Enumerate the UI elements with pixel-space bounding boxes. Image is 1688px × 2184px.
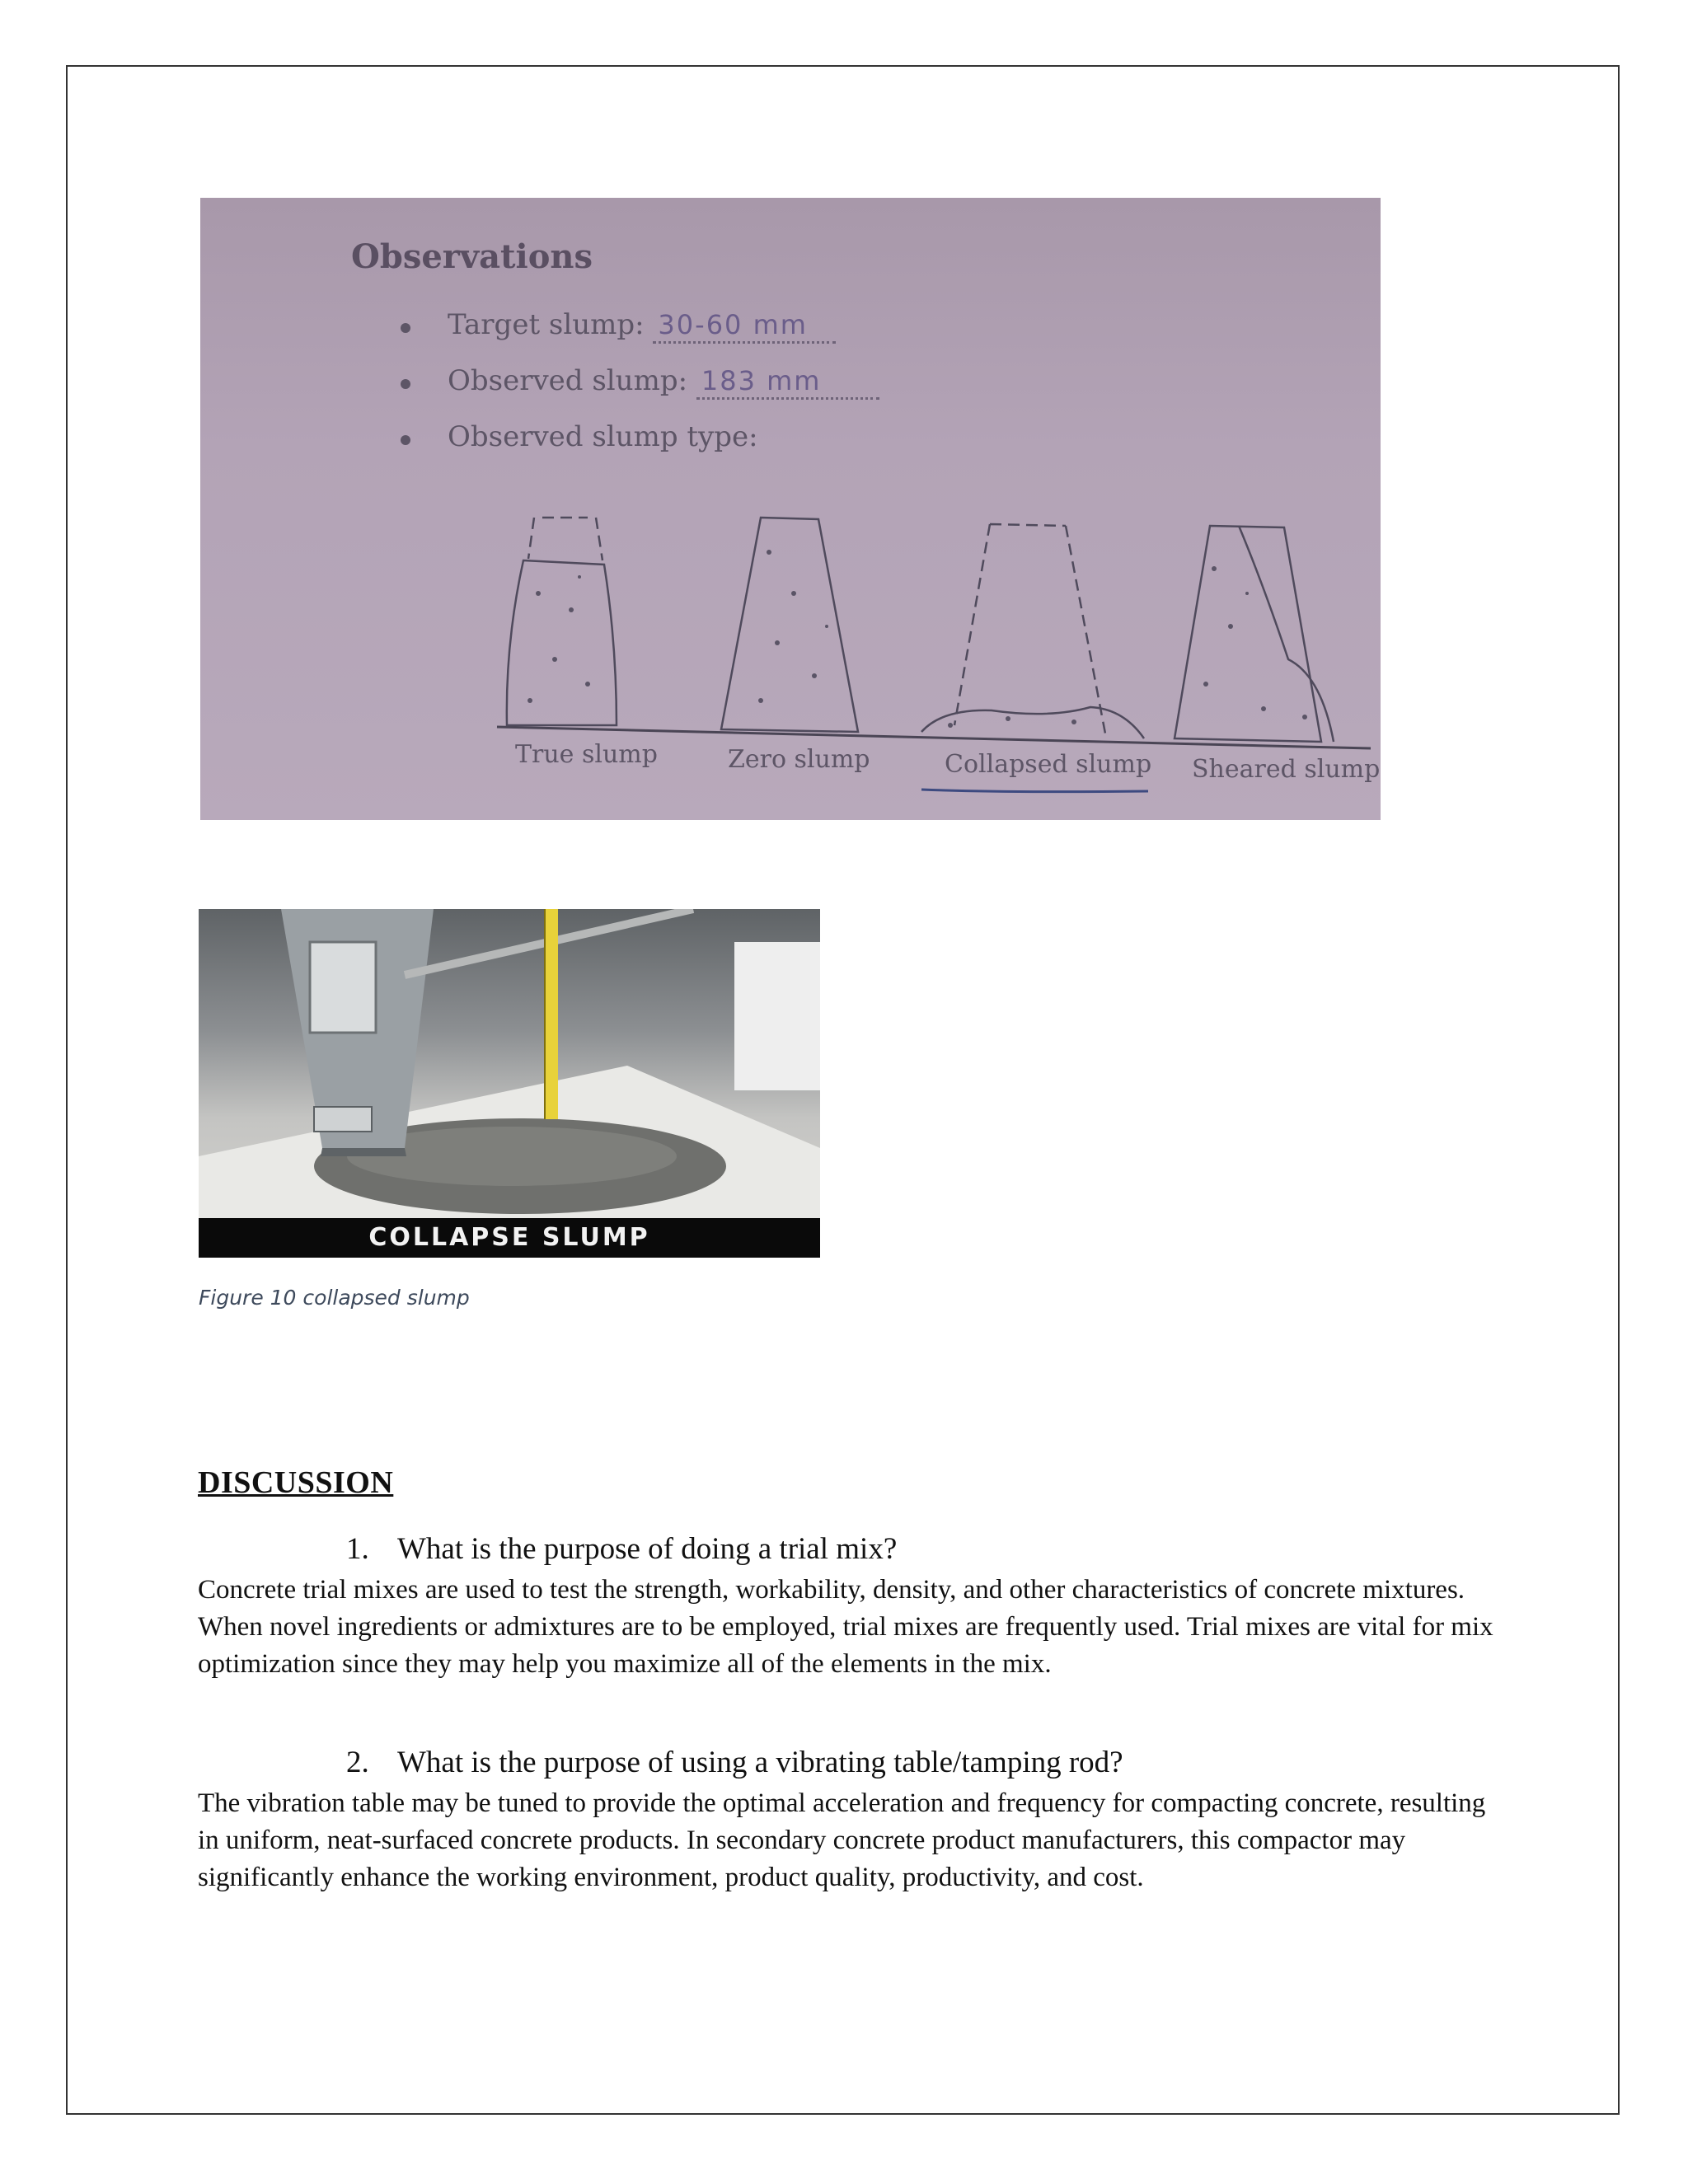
question-text: What is the purpose of using a vibrating table/tamping rod? xyxy=(397,1746,1123,1779)
photo-banner: COLLAPSE SLUMP xyxy=(199,1218,820,1258)
collapse-slump-scene xyxy=(199,909,820,1258)
observed-slump-value: 183 mm xyxy=(701,365,822,396)
target-slump-label: Target slump: xyxy=(448,308,645,341)
bullet-icon xyxy=(401,379,410,389)
observations-photo xyxy=(200,198,1381,820)
question-text: What is the purpose of doing a trial mix? xyxy=(397,1532,898,1566)
question-1 xyxy=(346,1531,897,1567)
bullet-icon xyxy=(401,435,410,445)
bullet-icon xyxy=(401,323,410,333)
question-number: 1. xyxy=(346,1532,369,1566)
zero-slump-cone xyxy=(721,518,858,732)
observed-slump-line xyxy=(448,364,879,400)
label-true-slump: True slump xyxy=(515,740,658,769)
target-slump-line xyxy=(448,308,836,344)
slump-types-drawing xyxy=(200,198,1381,820)
answer-2: The vibration table may be tuned to provide the optimal acceleration and frequency for compacting concrete, resulting in uniform, neat-surfaced concrete products. In secondary concrete product manufacturers, this compactor may significantly enhance the working environment, product quality, productivity, and cost. xyxy=(198,1788,1486,1892)
collapse-slump-photo xyxy=(199,909,820,1258)
figure-caption: Figure 10 collapsed slump xyxy=(199,1286,470,1310)
question-number: 2. xyxy=(346,1746,369,1779)
question-2 xyxy=(346,1745,1123,1780)
discussion-heading: DISCUSSION xyxy=(198,1465,394,1500)
true-slump-cone xyxy=(507,518,617,725)
target-slump-value: 30-60 mm xyxy=(658,309,808,340)
observed-slump-type-label: Observed slump type: xyxy=(448,420,758,453)
observations-title: Observations xyxy=(351,237,593,276)
label-zero-slump: Zero slump xyxy=(728,745,870,774)
observed-slump-label: Observed slump: xyxy=(448,364,688,397)
label-sheared-slump: Sheared slump xyxy=(1192,755,1381,784)
sheared-slump-cone xyxy=(1175,526,1334,742)
label-collapsed-slump: Collapsed slump xyxy=(945,750,1152,779)
answer-1: Concrete trial mixes are used to test the strength, workability, density, and other characteristics of concrete mixtures. When novel ingredients or admixtures are to be employed, trial mixes are frequently used. Trial mixes are vital for mix optimization since they may help you maximize all of the elements in the mix. xyxy=(198,1575,1493,1679)
collapsed-slump-cone xyxy=(921,524,1144,738)
